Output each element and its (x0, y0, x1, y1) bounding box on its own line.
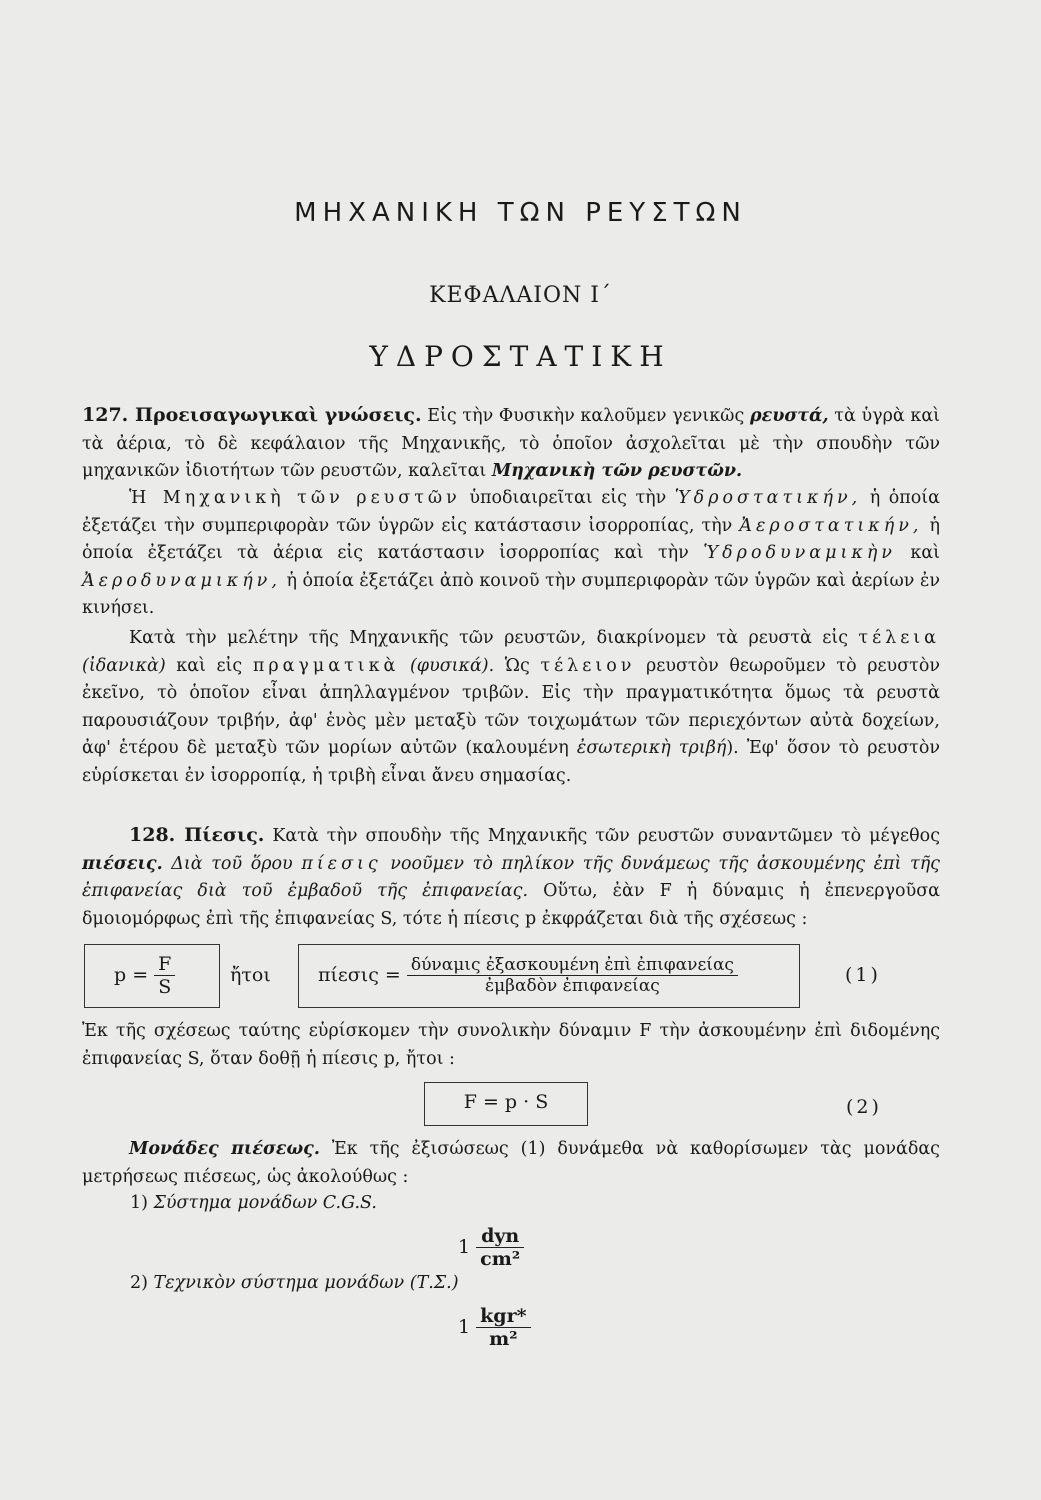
text: Ἐκ τῆς ἐξισώσεως (1) δυνάμεθα νὰ καθορίσωμεν τὰς μονάδας μετρήσεως πιέσεως, ὡς ἀκολούθως : (82, 1139, 940, 1187)
units-heading: Μονάδες πιέσεως. (129, 1139, 320, 1159)
section-127-ideal-real (82, 625, 940, 790)
section-128-pressure (82, 822, 940, 933)
text: Εἰς τὴν Φυσικὴν καλοῦμεν γενικῶς (421, 406, 750, 426)
list-label: Τεχνικὸν σύστημα μονάδων (Τ.Σ.) (153, 1273, 459, 1293)
equation-lhs: p = (114, 964, 149, 986)
section-127-heading: 127. Προεισαγωγικαὶ γνώσεις. (82, 404, 422, 426)
equation-2: F = p · S (463, 1091, 549, 1113)
denominator: ἐμβαδὸν ἐπιφανείας (484, 975, 660, 996)
emphasis: ἐσωτερικὴ τριβή (576, 738, 727, 758)
section-127-intro (82, 402, 940, 486)
numerator: kgr* (476, 1305, 530, 1328)
text: ἡ ὁποία ἐξετάζει τὴν συμπεριφορὰν τῶν ὑγρῶν εἰς κατάστασιν ἰσορροπίας, τὴν (82, 488, 940, 536)
unit-cgs (458, 1216, 524, 1278)
definition: Διὰ τοῦ ὅρου (162, 853, 302, 874)
emphasis: (φυσικά). (409, 655, 495, 676)
spaced-term: Ἡ Μηχανικὴ τῶν ρευστῶν (129, 488, 461, 508)
denominator: m² (489, 1327, 518, 1350)
spaced-term: πραγματικὰ (252, 655, 400, 676)
units-item-1 (130, 1190, 830, 1218)
emphasis: (ἰδανικὰ) (82, 655, 166, 676)
list-number: 2) (130, 1273, 148, 1293)
numerator: δύναμις ἐξασκουμένη ἐπὶ ἐπιφανείας (407, 955, 738, 976)
spaced-term: Ὑδροδυναμικὴν (703, 543, 896, 563)
equation-label: (2) (846, 1096, 882, 1118)
section-127-subdivisions (82, 485, 940, 623)
coefficient: 1 (458, 1236, 471, 1258)
spaced-term: πίεσις (301, 853, 382, 874)
pressure-units-paragraph (82, 1136, 940, 1191)
text: Κατὰ τὴν σπουδὴν τῆς Μηχανικῆς τῶν ρευστῶν συναντῶμεν τὸ μέγεθος (264, 826, 940, 846)
units-item-2 (130, 1270, 830, 1298)
equation-connector: ἤτοι (230, 964, 271, 986)
list-label: Σύστημα μονάδων C.G.S. (153, 1193, 377, 1213)
chapter-title: ΚΕΦΑΛΑΙΟΝ Ι΄ (429, 283, 612, 308)
equation-1 (82, 944, 940, 1010)
equation-1-short (114, 950, 175, 1000)
text: τὰ ὑγρὰ καὶ τὰ ἀέρια, τὸ δὲ κεφάλαιον τῆς Μηχανικῆς, τὸ ὁποῖον ἀσχολεῖται μὲ τὴν σπουδὴν τῶν μηχανικῶν ἰδιοτήτων τῶν ρευστῶν, καλεῖται (82, 406, 940, 481)
text: ρευστὸν θεωροῦμεν τὸ ρευστὸν ἐκεῖνο, τὸ ὁποῖον εἶναι ἀπηλλαγμένον τριβῶν. Εἰς τὴν πραγματικότητα ὅμως τὰ ρευστὰ παρουσιάζουν τριβήν, ἀφ' ἑνὸς μὲν μεταξὺ τῶν τοιχωμάτων τῶν περιεχόντων αὐτὰ δοχείων, ἀφ' ἑτέρου δὲ μεταξὺ τῶν μορίων αὐτῶν (καλουμένη (82, 655, 940, 758)
spaced-term: Ἀεροδυναμικήν, (82, 570, 281, 591)
text: καὶ (895, 543, 941, 563)
emphasis: Μηχανικὴ τῶν ρευστῶν. (491, 461, 743, 481)
text: ). Ἐφ' ὅσον τὸ ρευστὸν εὑρίσκεται ἐν ἰσορροπίᾳ, ἡ τριβὴ εἶναι ἄνευ σημασίας. (82, 738, 940, 786)
fraction-word (407, 955, 738, 996)
text: ὑποδιαιρεῖται εἰς τὴν (460, 488, 675, 508)
spaced-term: Ἀεροστατικήν, (739, 515, 923, 536)
spaced-term: τέλειον (540, 655, 636, 676)
emphasis: πιέσεις. (82, 853, 163, 874)
text: ἡ ὁποία ἐξετάζει τὰ ἀέρια εἰς κατάστασιν ἰσορροπίας καὶ τὴν (82, 515, 940, 563)
unit-fraction (476, 1225, 524, 1270)
equation-1-word (318, 950, 738, 1000)
section-128-heading: 128. Πίεσις. (129, 824, 265, 846)
text: ἡ ὁποία ἐξετάζει ἀπὸ κοινοῦ τὴν συμπεριφορὰν τῶν ὑγρῶν καὶ ἀερίων ἐν κινήσει. (82, 570, 940, 618)
unit-fraction (476, 1305, 530, 1350)
numerator: dyn (476, 1225, 524, 1248)
denominator: S (158, 975, 172, 998)
coefficient: 1 (458, 1316, 471, 1338)
definition: νοοῦμεν τὸ πηλίκον τῆς δυνάμεως τῆς ἀσκουμένης ἐπὶ τῆς ἐπιφανείας διὰ τοῦ ἐμβαδοῦ τῆς ἐπιφανείας. (82, 853, 940, 901)
spaced-term: Ὑδροστατικήν, (674, 488, 862, 508)
chapter-subtitle: ΥΔΡΟΣΤΑΤΙΚΗ (369, 340, 672, 373)
text: Οὕτω, ἐὰν F ἡ δύναμις ἡ ἐπενεργοῦσα δμοιομόρφως ἐπὶ τῆς ἐπιφανείας S, τότε ἡ πίεσις p ἐκφράζεται διὰ τῆς σχέσεως : (82, 881, 940, 929)
denominator: cm² (480, 1247, 521, 1270)
fraction-f-over-s (154, 953, 175, 998)
text: καὶ εἰς (165, 655, 253, 676)
main-title: ΜΗΧΑΝΙΚΗ ΤΩΝ ΡΕΥΣΤΩΝ (294, 198, 747, 228)
emphasis: ρευστά, (749, 406, 829, 426)
text: Κατὰ τὴν μελέτην τῆς Μηχανικῆς τῶν ρευστῶν, διακρίνομεν τὰ ρευστὰ εἰς (129, 628, 859, 648)
spaced-term: τέλεια (858, 628, 940, 648)
equation-label: (1) (845, 964, 881, 986)
equation-lhs: πίεσις = (318, 964, 401, 986)
text: Ὡς (494, 655, 541, 676)
numerator: F (154, 953, 175, 976)
list-number: 1) (130, 1193, 148, 1213)
unit-technical (458, 1296, 531, 1358)
paragraph-after-equation-1: Ἐκ τῆς σχέσεως ταύτης εὑρίσκομεν τὴν συνολικὴν δύναμιν F τὴν ἀσκουμένην ἐπὶ διδομένης ἐπιφανείας S, ὅταν δοθῇ ἡ πίεσις p, ἤτοι : (82, 1021, 940, 1069)
